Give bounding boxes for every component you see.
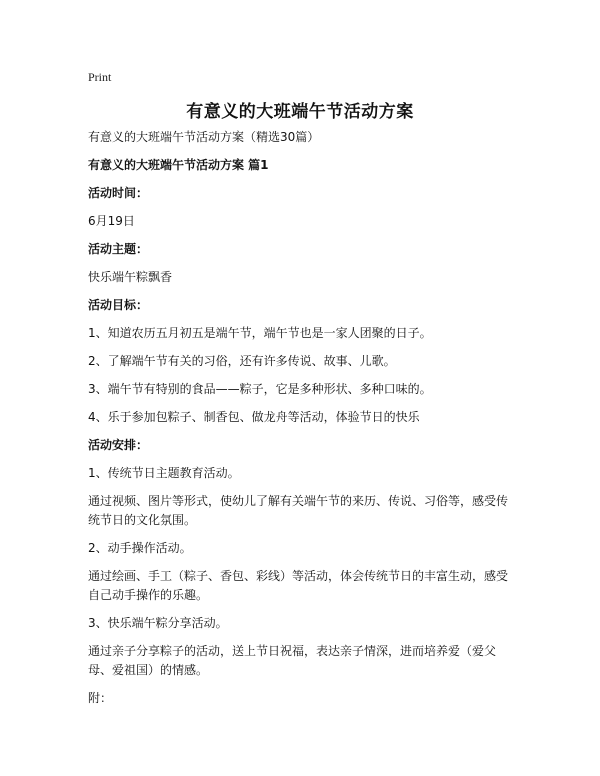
document-subtitle: 有意义的大班端午节活动方案（精选30篇）: [88, 130, 320, 144]
arrangement-paragraph: 通过视频、图片等形式，使幼儿了解有关端午节的来历、传说、习俗等，感受传统节日的文化氛围。: [88, 494, 509, 527]
goals-label: 活动目标：: [88, 298, 149, 312]
time-label: 活动时间：: [88, 186, 149, 200]
document-title: 有意义的大班端午节活动方案: [186, 102, 414, 122]
arrangement-item: 1、传统节日主题教育活动。: [88, 466, 240, 480]
goal-item: 1、知道农历五月初五是端午节，端午节也是一家人团聚的日子。: [88, 326, 432, 340]
arrangement-label: 活动安排：: [88, 438, 149, 452]
section-title: 有意义的大班端午节活动方案 篇1: [88, 158, 269, 172]
arrangement-item: 2、动手操作活动。: [88, 541, 192, 555]
goal-item: 3、端午节有特别的食品——粽子，它是多种形状、多种口味的。: [88, 382, 432, 396]
document-body: [88, 128, 518, 717]
time-value: 6月19日: [88, 214, 135, 228]
goal-item: 4、乐于参加包粽子、制香包、做龙舟等活动，体验节日的快乐: [88, 410, 420, 424]
arrangement-item: 3、快乐端午粽分享活动。: [88, 616, 228, 630]
theme-value: 快乐端午粽飘香: [88, 270, 173, 284]
goal-item: 2、了解端午节有关的习俗，还有许多传说、故事、儿歌。: [88, 354, 396, 368]
print-label: Print: [88, 70, 112, 84]
arrangement-paragraph: 通过绘画、手工（粽子、香包、彩线）等活动，体会传统节日的丰富生动，感受自己动手操作的乐趣。: [88, 569, 509, 602]
theme-label: 活动主题：: [88, 242, 149, 256]
arrangement-paragraph: 通过亲子分享粽子的活动，送上节日祝福，表达亲子情深，进而培养爱（爱父母、爱祖国）的情感。: [88, 644, 497, 677]
appendix-label: 附：: [88, 691, 113, 705]
